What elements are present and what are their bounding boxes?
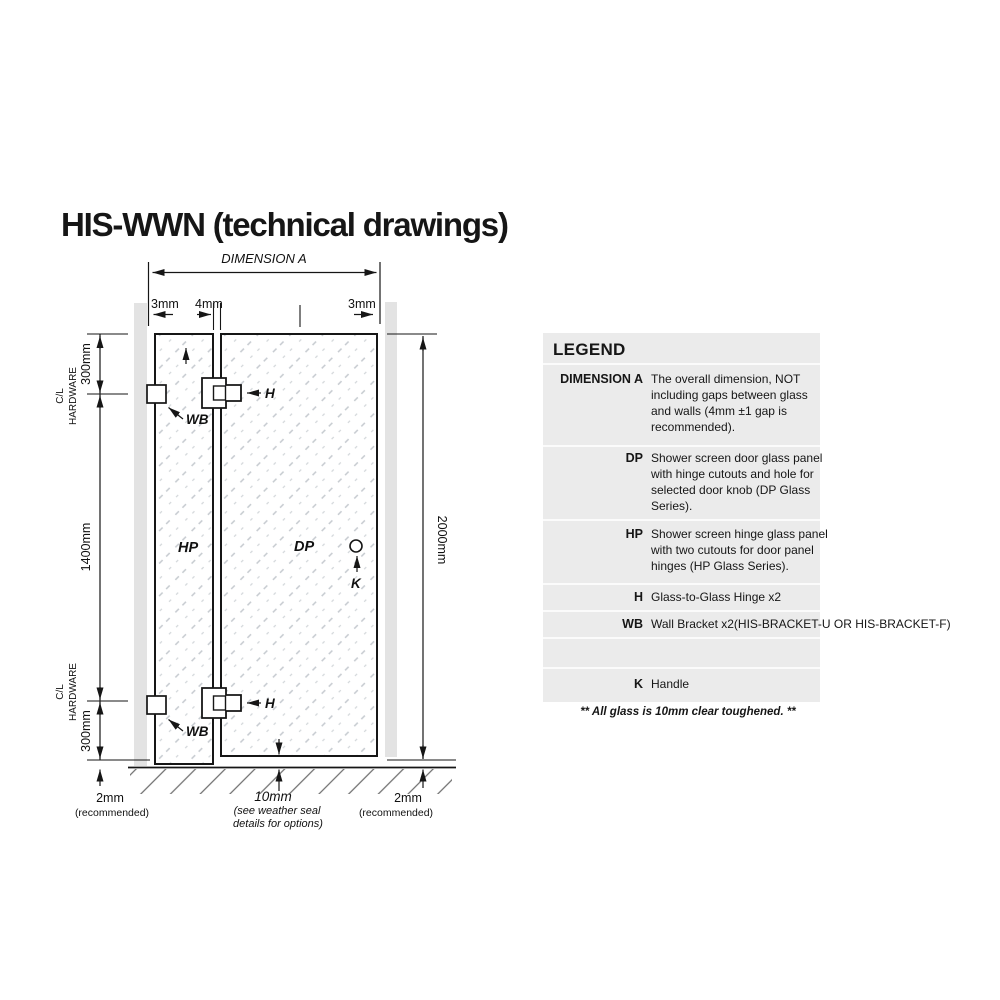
legend-key: HP bbox=[625, 527, 643, 541]
gap-top-left-label: 3mm bbox=[151, 297, 179, 311]
legend-key: K bbox=[633, 677, 643, 691]
legend-row-dp bbox=[543, 445, 823, 519]
wall-bracket-bottom bbox=[147, 696, 166, 714]
gap-bottom-right-note: (recommended) bbox=[358, 807, 434, 819]
dim-1400-label: 1400mm bbox=[79, 522, 93, 572]
legend-row-h bbox=[543, 583, 820, 610]
gap-bottom-left-label: 2mm bbox=[96, 791, 124, 805]
legend-key: DIMENSION A bbox=[560, 372, 643, 386]
gap-bottom-center-label: 10mm bbox=[254, 789, 292, 804]
legend-row-wb bbox=[543, 610, 951, 637]
gap-bottom-left-note: (recommended) bbox=[74, 807, 150, 819]
top-gap-dimensions bbox=[151, 297, 376, 330]
legend-key: DP bbox=[625, 451, 643, 465]
legend-row-hp bbox=[543, 519, 828, 583]
wall-right bbox=[385, 302, 397, 757]
legend-title: LEGEND bbox=[553, 340, 626, 359]
hardware-bottom-label: HARDWARE bbox=[68, 663, 79, 721]
legend-key: WB bbox=[622, 617, 643, 631]
wall-bracket-top bbox=[147, 385, 166, 403]
legend-row-spacer bbox=[543, 637, 820, 667]
wall-left bbox=[134, 303, 147, 766]
legend-desc: Shower screen hinge glass panel with two cutouts for door panel hinges (HP Glass Series). bbox=[651, 527, 828, 573]
gap-top-middle-label: 4mm bbox=[195, 297, 223, 311]
hinge-bottom-label: H bbox=[265, 696, 275, 711]
cl-bottom-label: C/L bbox=[55, 684, 66, 700]
dim-2000-label: 2000mm bbox=[435, 515, 449, 565]
dp-panel-label: DP bbox=[294, 539, 315, 555]
legend-panel bbox=[543, 333, 951, 702]
page-title: HIS-WWN (technical drawings) bbox=[61, 206, 508, 244]
legend-desc: The overall dimension, NOT including gaps between glass and walls (4mm ±1 gap is recommended). bbox=[651, 372, 808, 434]
hinge-top-label: H bbox=[265, 386, 275, 401]
cl-top-label: C/L bbox=[55, 388, 66, 404]
legend-desc: Handle bbox=[651, 677, 690, 691]
glass-footnote: ** All glass is 10mm clear toughened. ** bbox=[580, 706, 796, 718]
dimension-a-label: DIMENSION A bbox=[221, 251, 307, 266]
hp-panel-label: HP bbox=[178, 540, 199, 556]
dimension-a-group bbox=[149, 251, 381, 326]
legend-key: H bbox=[633, 590, 643, 604]
wall-bracket-top-label: WB bbox=[186, 412, 209, 427]
gap-top-right-label: 3mm bbox=[348, 297, 376, 311]
handle-label: K bbox=[351, 576, 361, 591]
door-knob bbox=[350, 540, 362, 552]
gap-bottom-center-note1: (see weather seal bbox=[233, 805, 321, 817]
dim-300-bottom-label: 300mm bbox=[79, 710, 93, 752]
legend-row-k bbox=[543, 667, 820, 702]
gap-bottom-right-label: 2mm bbox=[394, 791, 422, 805]
wall-bracket-bottom-label: WB bbox=[186, 724, 209, 739]
legend-desc: Shower screen door glass panel with hinge cutouts and hole for selected door knob (DP Glass Series). bbox=[651, 451, 823, 513]
legend-desc: Wall Bracket x2(HIS-BRACKET-U OR HIS-BRACKET-F) bbox=[651, 617, 951, 631]
hardware-top-label: HARDWARE bbox=[68, 367, 79, 425]
legend-desc: Glass-to-Glass Hinge x2 bbox=[651, 590, 782, 604]
gap-bottom-center-note2: details for options) bbox=[233, 818, 323, 830]
dim-300-top-label: 300mm bbox=[79, 343, 93, 385]
legend-row-dimension-a bbox=[543, 363, 820, 445]
right-dimension-chain bbox=[387, 334, 456, 788]
